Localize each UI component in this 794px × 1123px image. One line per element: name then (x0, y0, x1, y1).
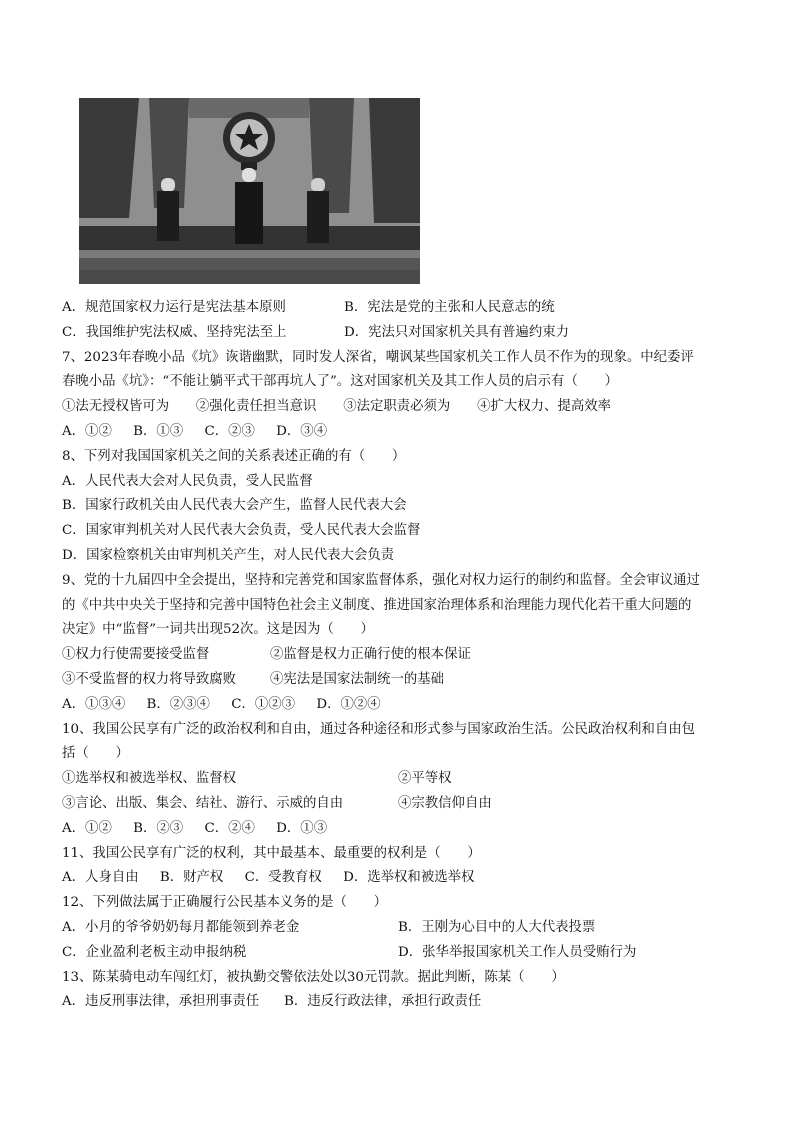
q10-statement-4: ④宗教信仰自由 (398, 795, 492, 811)
q10-choice-d: D．①③ (276, 820, 328, 836)
q9-choice-b: B．②③④ (146, 696, 210, 712)
q11-choice-b: B．财产权 (159, 870, 224, 886)
q10-statement-2: ②平等权 (398, 771, 452, 787)
q7-stem-line-2: 春晚小品《坑》：“不能让躺平式干部再坑人了”。这对国家机关及其工作人员的启示有（ ） (62, 374, 619, 390)
q10-choice-b: B．②③ (133, 820, 184, 836)
q12-option-a: A．小月的爷爷奶奶每月都能领到养老金 (62, 919, 300, 935)
q7-choice-b: B．①③ (133, 423, 184, 439)
q9-choice-d: D．①②④ (316, 696, 381, 712)
q9-statement-2: ②监督是权力正确行使的根本保证 (270, 647, 471, 663)
q9-choices (62, 693, 742, 718)
q9-statement-row-1 (62, 643, 742, 668)
q10-choice-c: C．②④ (204, 820, 255, 836)
q12-option-row-1 (62, 916, 742, 941)
q10-statement-1: ①选举权和被选举权、监督权 (62, 771, 237, 787)
q10-stem-line-1: 10、我国公民享有广泛的政治权利和自由，通过各种途径和形式参与国家政治生活。公民政治权利和自由包 (62, 721, 696, 737)
q10-statement-row-1 (62, 767, 742, 792)
ceremony-photo (79, 98, 420, 284)
q6-option-row-2 (62, 321, 742, 346)
q6-option-b: B．宪法是党的主张和人民意志的统 (344, 300, 555, 315)
q8-stem: 8、下列对我国国家机关之间的关系表述正确的有（ ） (62, 448, 406, 464)
q9-statement-row-2 (62, 668, 742, 693)
q7-choice-c: C．②③ (204, 423, 255, 439)
q7-choices (62, 420, 742, 445)
exam-content (62, 296, 742, 1015)
q9-choice-c: C．①②③ (231, 696, 296, 712)
q10-statement-row-2 (62, 792, 742, 817)
q11-choices (62, 866, 742, 891)
q13-option-b: B．违反行政法律，承担行政责任 (284, 994, 482, 1010)
q11-choice-c: C．受教育权 (244, 870, 322, 886)
q9-stem-line-3: 决定》中“监督”一词共出现52次。这是因为（ ） (62, 622, 374, 638)
q12-option-d: D．张华举报国家机关工作人员受贿行为 (398, 944, 637, 960)
q13-stem: 13、陈某骑电动车闯红灯，被执勤交警依法处以30元罚款。据此判断，陈某（ ） (62, 969, 565, 985)
q8-option-b: B．国家行政机关由人民代表大会产生，监督人民代表大会 (62, 498, 407, 514)
q7-choice-d: D．③④ (276, 423, 328, 439)
q7-choice-a: A．①② (62, 423, 112, 439)
q9-statement-1: ①权力行使需要接受监督 (62, 647, 210, 663)
q11-choice-a: A．人身自由 (62, 870, 139, 886)
q10-choice-a: A．①② (62, 820, 112, 836)
q9-stem-line-1: 9、党的十九届四中全会提出，坚持和完善党和国家监督体系，强化对权力运行的制约和监督。全会审议通过 (62, 572, 700, 588)
q9-statement-3: ③不受监督的权力将导致腐败 (62, 671, 237, 687)
q7-stem-line-1: 7、2023年春晚小品《坑》诙谐幽默，同时发人深省，嘲讽某些国家机关工作人员不作为的现象。中纪委评 (62, 349, 694, 365)
q12-option-row-2 (62, 941, 742, 966)
q9-stem-line-2: 的《中共中央关于坚持和完善中国特色社会主义制度、推进国家治理体系和治理能力现代化若干重大问题的 (62, 597, 692, 613)
q6-option-c: C．我国维护宪法权威、坚持宪法至上 (62, 324, 287, 340)
q12-stem: 12、下列做法属于正确履行公民基本义务的是（ ） (62, 895, 388, 911)
q10-statement-3: ③言论、出版、集会、结社、游行、示威的自由 (62, 795, 344, 811)
q6-option-d: D．宪法只对国家机关具有普遍约束力 (344, 324, 569, 340)
q12-option-b: B．王刚为心目中的人大代表投票 (398, 919, 596, 935)
q10-choices (62, 817, 742, 842)
q8-option-a: A．人民代表大会对人民负责，受人民监督 (62, 473, 313, 489)
q9-statement-4: ④宪法是国家法制统一的基础 (270, 671, 445, 687)
q13-option-a: A．违反刑事法律，承担刑事责任 (62, 994, 260, 1010)
q6-option-a: A．规范国家权力运行是宪法基本原则 (62, 300, 286, 315)
q8-option-c: C．国家审判机关对人民代表大会负责，受人民代表大会监督 (62, 523, 421, 539)
q10-stem-line-2: 括（ ） (62, 746, 129, 762)
q12-option-c: C．企业盈利老板主动申报纳税 (62, 944, 247, 960)
q6-option-row-1 (62, 296, 742, 321)
q9-choice-a: A．①③④ (62, 696, 126, 712)
q11-stem: 11、我国公民享有广泛的权利，其中最基本、最重要的权利是（ ） (62, 845, 481, 861)
q7-statements: ①法无授权皆可为 ②强化责任担当意识 ③法定职责必须为 ④扩大权力、提高效率 (62, 399, 612, 415)
q11-choice-d: D．选举权和被选举权 (343, 870, 475, 886)
q13-option-row-1 (62, 990, 742, 1015)
q8-option-d: D．国家检察机关由审判机关产生，对人民代表大会负责 (62, 547, 395, 563)
